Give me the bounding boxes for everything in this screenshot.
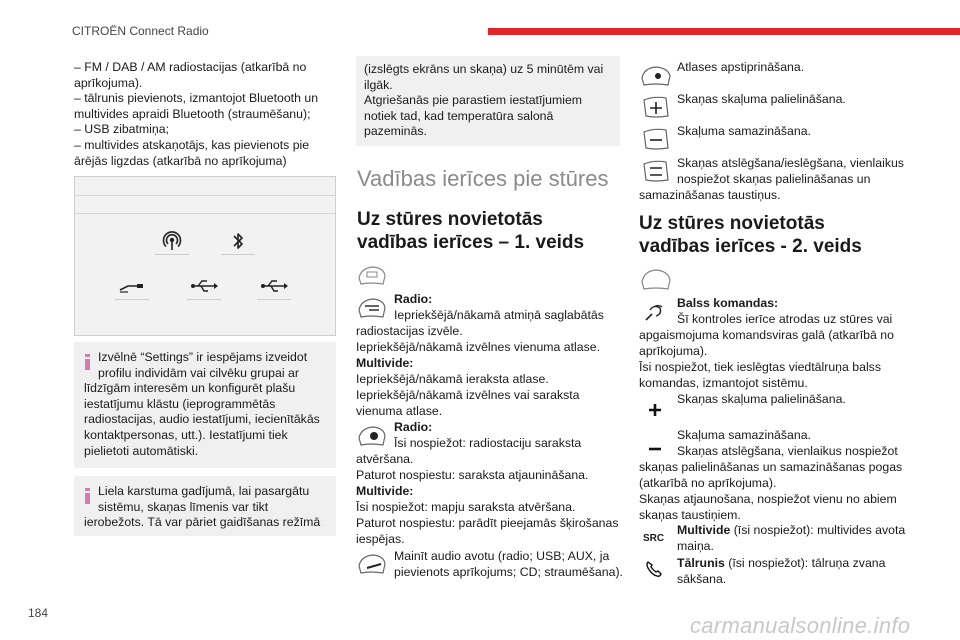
text-line: vienuma atlase. <box>356 404 443 418</box>
multivide-label: Multivide: <box>356 484 414 498</box>
text-line: pievienots aprīkojums; CD; straumēšana). <box>394 565 623 579</box>
text-line: pazeminās. <box>364 124 427 139</box>
text-line: skaņas taustiņiem. <box>639 508 741 522</box>
multivide-label: Multivide: <box>356 356 414 370</box>
text-line: Īsi nospiežot, tiek ieslēgtas viedtālruņa balss <box>639 360 881 374</box>
text-line: Atgriešanās pie parastiem iestatījumiem <box>364 93 583 108</box>
steering-control-icon <box>357 552 387 581</box>
text-line: Skaļuma samazināšana. <box>677 124 811 138</box>
text-line: radiostacijas izvēle. <box>356 324 463 338</box>
source-list <box>74 60 336 169</box>
text-line: Īsi nospiežot: radiostaciju saraksta <box>394 436 582 450</box>
text-line: Paturot nospiestu: saraksta atjaunināšana. <box>356 468 589 482</box>
watermark: carmanualsonline.info <box>690 613 911 638</box>
text-line: (atkarībā no aprīkojuma). <box>639 476 777 490</box>
voice-command-icon <box>642 300 666 329</box>
text-line: iestatījumu klāstu (ieprogrammētās <box>84 396 276 411</box>
radio-label: Radio: <box>394 292 433 306</box>
text-line: maiņa. <box>677 539 714 553</box>
text-line: samazināšanas taustiņus. <box>639 188 781 202</box>
info-note-settings <box>74 342 336 468</box>
usb-icon <box>257 272 291 300</box>
steering-control-icon <box>640 94 672 127</box>
phone-line <box>677 556 885 572</box>
text-line: Iepriekšējā/nākamā izvēlnes vai saraksta <box>356 388 580 402</box>
info-icon <box>85 488 90 502</box>
text-line: Skaņas skaļuma palielināšana. <box>677 92 846 106</box>
text-line: apgaismojuma komandsviras galā (atkarībā no <box>639 328 894 342</box>
text-line: ārējās ligzdas (atkarībā no aprīkojuma) <box>74 153 287 168</box>
voice-label: Balss komandas: <box>677 296 779 310</box>
text-line: Skaņas atslēgšana/ieslēgšana, vienlaikus <box>677 156 904 170</box>
text-line: Iepriekšējā/nākamā izvēlnes vienuma atlase. <box>356 340 601 354</box>
usb-icon <box>187 272 221 300</box>
text-line: nospiežot skaņas palielināšanas un <box>677 172 871 186</box>
text-line: – USB zibatmiņa; <box>74 122 170 137</box>
text-line: sistēmu, skaņas līmenis var tikt <box>98 499 269 514</box>
radio-label: Radio: <box>394 420 433 434</box>
steering-control-icon <box>640 158 672 191</box>
steering-control-icon <box>357 424 387 453</box>
divider <box>75 213 335 214</box>
heat-note-continued <box>356 56 620 146</box>
text-line: – multivides atskaņotājs, kas pievienots pie <box>74 137 310 152</box>
multivide-rest: (īsi nospiežot): multivides avota <box>730 523 906 537</box>
info-icon <box>85 354 90 368</box>
text-line: aprīkojuma). <box>639 344 708 358</box>
plus-icon <box>648 403 662 422</box>
section-title: Vadības ierīces pie stūres <box>357 166 609 191</box>
text-line: komandas, izmantojot sistēmu. <box>639 376 808 390</box>
subsection-title-type2-line1: Uz stūres novietotās <box>639 213 825 234</box>
aux-cable-icon <box>115 272 149 300</box>
subsection-title-type1-line2: vadības ierīces – 1. veids <box>357 232 585 253</box>
text-line: Skaņas skaļuma palielināšana. <box>677 392 846 406</box>
text-line: ilgāk. <box>364 77 393 92</box>
text-line: notiek tad, kad temperatūra salonā <box>364 108 554 123</box>
divider <box>75 195 335 196</box>
text-line: – FM / DAB / AM radiostacijas (atkarībā no <box>74 60 307 74</box>
subsection-title-type2-line2: vadības ierīces - 2. veids <box>639 236 862 257</box>
text-line: Iepriekšējā/nākamā ieraksta atlase. <box>356 372 549 386</box>
text-line: Izvēlnē “Settings” ir iespējams izveidot <box>98 350 308 364</box>
text-line: aprīkojuma). <box>74 75 143 90</box>
text-line: profilu individām vai cilvēku grupai ar <box>98 365 299 380</box>
text-line: Iepriekšējā/nākamā atmiņā saglabātās <box>394 308 604 322</box>
text-line: – tālrunis pievienots, izmantojot Bluetooth un <box>74 91 319 106</box>
text-line: Skaņas atjaunošana, nospiežot vienu no abiem <box>639 492 897 506</box>
steering-control-icon <box>640 126 672 159</box>
text-line: kontaktpersonas, utt.). Iestatījumi tiek <box>84 427 288 442</box>
header-accent-bar <box>488 28 960 35</box>
phone-rest: (īsi nospiežot): tālruņa zvana <box>724 556 886 570</box>
steering-control-icon <box>357 296 387 325</box>
text-line: sākšana. <box>677 572 727 586</box>
text-line: Paturot nospiestu: parādīt pieejamās šķirošanas <box>356 516 619 530</box>
text-line: ierobežots. Tā var pāriet gaidīšanas režīmā <box>84 515 321 530</box>
phone-bold: Tālrunis <box>677 556 725 570</box>
page-number: 184 <box>28 606 49 620</box>
bluetooth-icon <box>221 227 255 255</box>
minus-icon <box>648 439 662 457</box>
radio-signal-icon <box>155 227 189 255</box>
multivide-bold: Multivide <box>677 523 731 537</box>
text-line: pielietoti automātiski. <box>84 443 199 458</box>
source-icons-diagram <box>74 176 336 336</box>
text-line: radiostacijas, audio iestatījumi, iecienītākās <box>84 412 320 427</box>
text-line: atvēršana. <box>356 452 414 466</box>
text-line: Mainīt audio avotu (radio; USB; AUX, ja <box>394 549 610 563</box>
steering-control-icon <box>640 266 672 297</box>
text-line: Atlases apstiprināšana. <box>677 60 805 74</box>
header-title: CITROËN Connect Radio <box>72 24 209 38</box>
text-line: Liela karstuma gadījumā, lai pasargātu <box>98 484 310 498</box>
text-line: iespējas. <box>356 532 405 546</box>
phone-icon <box>645 560 663 583</box>
text-line: Šī kontroles ierīce atrodas uz stūres vai <box>677 312 893 326</box>
steering-control-icon <box>640 64 672 93</box>
text-line: multivides apraidi Bluetooth (straumēšanu); <box>74 106 311 121</box>
multivide-line <box>677 523 905 539</box>
text-line: Skaņas atslēgšana, vienlaikus nospiežot <box>677 444 898 458</box>
src-label-icon: SRC <box>643 533 665 544</box>
text-line: (izslēgts ekrāns un skaņa) uz 5 minūtēm vai <box>364 62 604 76</box>
steering-control-icon <box>357 264 387 291</box>
text-line: līdzīgām interesēm un konfigurēt plašu <box>84 381 296 396</box>
subsection-title-type1-line1: Uz stūres novietotās <box>357 209 543 230</box>
text-line: Īsi nospiežot: mapju saraksta atvēršana. <box>356 500 576 514</box>
text-line: skaņas palielināšanas un samazināšanas pogas <box>639 460 903 474</box>
text-line: Skaļuma samazināšana. <box>677 428 811 442</box>
info-note-heat <box>74 476 336 536</box>
